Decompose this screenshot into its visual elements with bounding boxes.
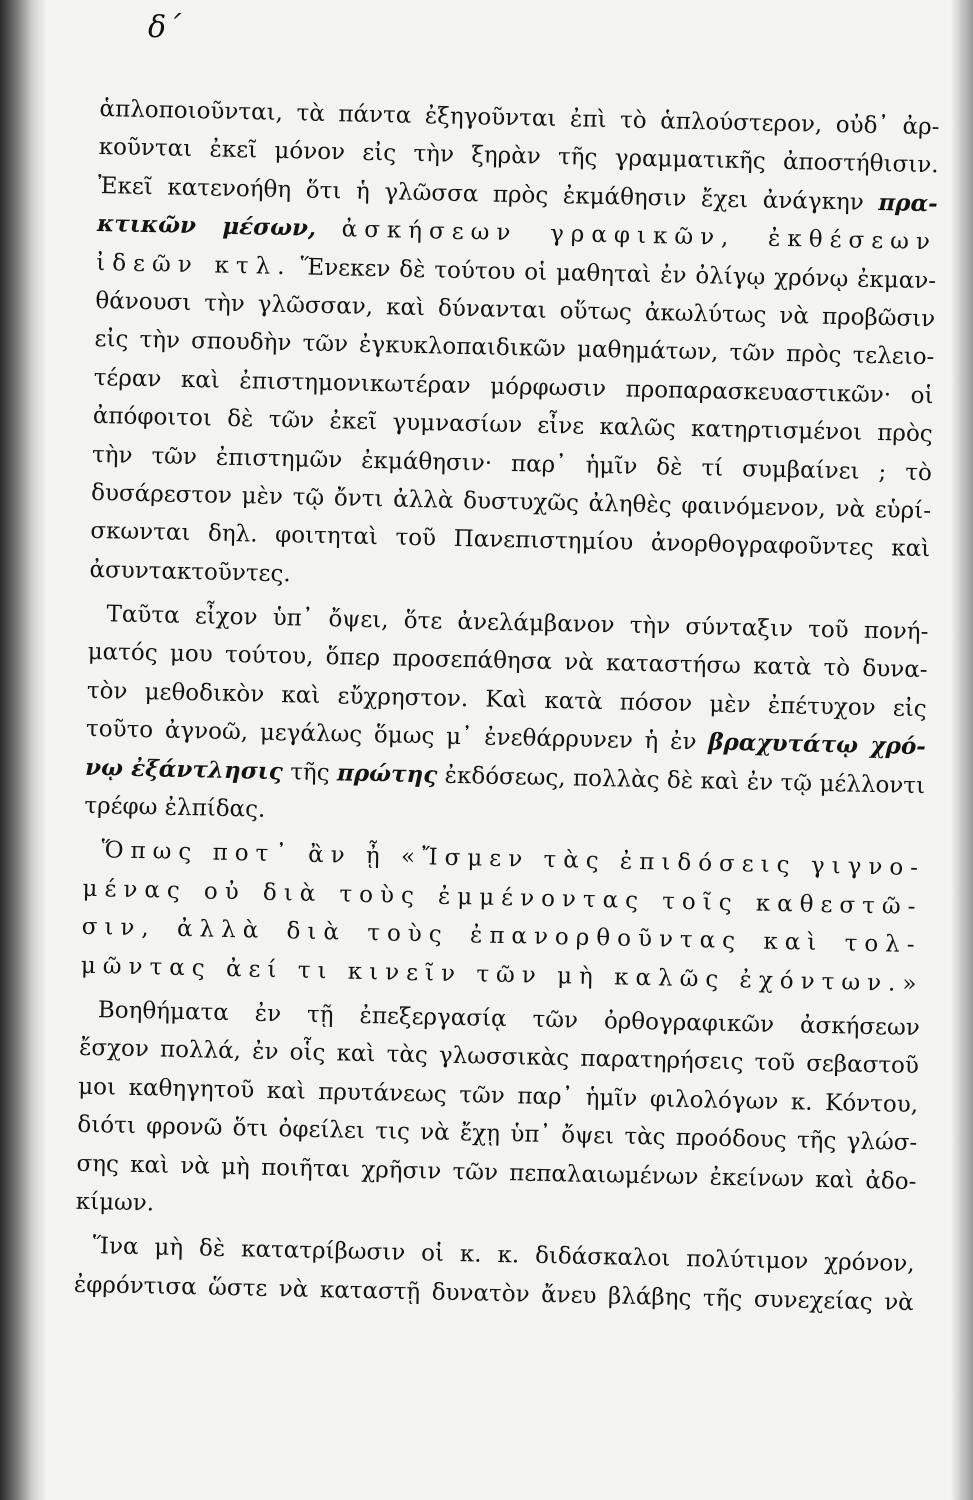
text-line: μοι καθηγητοῦ καὶ πρυτάνεως τῶν παρ᾽ ἡμῖν φιλολόγων κ. Κόντου, [77, 1073, 919, 1118]
emphasis-text: βραχυτάτῳ χρό- [707, 728, 927, 761]
quote-line: σιν, ἀλλὰ διὰ τοὺς ἐπανορθοῦντας καὶ τολ- [81, 914, 922, 959]
text-line: διότι φρονῶ ὅτι ὀφείλει τις νὰ ἔχῃ ὑπ᾽ ὄψει τὰς προόδους τῆς γλώσ- [77, 1111, 918, 1157]
text-line: τρέφω ἐλπίδας. [84, 792, 266, 823]
emphasis-text: πρα- [878, 188, 939, 218]
quote-line: μῶντας ἀεί τι κινεῖν τῶν μὴ καλῶς ἐχόντων.» [80, 952, 924, 997]
text-line: θάνουσι τὴν γλῶσσαν, καὶ δύνανται οὕτως ἀκωλύτως νὰ προβῶσιν [95, 287, 936, 333]
text-line: ἀπόφοιτοι δὲ τῶν ἐκεῖ γυμνασίων εἶνε καλῶς κατηρτισμένοι πρὸς [92, 403, 933, 448]
text-run: τῆς [289, 758, 330, 786]
text-line: ἀσυντακτοῦντες. [89, 556, 291, 587]
text-line: ἔσχον πολλά, ἐν οἷς καὶ τὰς γλωσσικὰς παρατηρήσεις τοῦ σεβαστοῦ [78, 1035, 920, 1080]
text-line: σκωνται δηλ. φοιτηταὶ τοῦ Πανεπιστημίου ἀνορθογραφοῦντες καὶ [90, 518, 931, 563]
text-line: σης καὶ νὰ μὴ ποιῆται χρῆσιν τῶν πεπαλαιωμένων ἐκείνων καὶ ἀδο- [76, 1150, 917, 1195]
spaced-text: ἰδεῶν κτλ. [95, 249, 292, 280]
text-line: ματός μου τούτου, ὅπερ προσεπάθησα νὰ καταστήσω κατὰ τὸ δυνα- [87, 639, 928, 684]
text-line: Ἵνα μὴ δὲ κατατρίβωσιν οἱ κ. κ. διδάσκαλοι πολύτιμον χρόνον, [92, 1233, 915, 1278]
emphasis-text: κτικῶν μέσων, [96, 210, 317, 242]
text-line: εἰς τὴν σπουδὴν τῶν ἐγκυκλοπαιδικῶν μαθημάτων, τῶν πρὸς τελειο- [94, 326, 935, 371]
text-line: τέραν καὶ ἐπιστημονικωτέραν μόρφωσιν προπαρασκευαστικῶν· οἱ [93, 364, 934, 409]
text-line: Ταῦτα εἶχον ὑπ᾽ ὄψει, ὅτε ἀνελάμβανον τὴν σύνταξιν τοῦ πονή- [106, 601, 929, 646]
text-run: ἐκδόσεως, πολλὰς δὲ καὶ ἐν τῷ μέλλοντι [444, 762, 926, 799]
text-line: κοῦνται ἐκεῖ μόνον εἰς τὴν ξηρὰν τῆς γραμματικῆς ἀποστήθισιν. [98, 134, 939, 179]
emphasis-text: νῳ ἐξάντλησις [84, 753, 284, 785]
page-number: δ΄ [148, 10, 182, 45]
text-line: κίμων. [75, 1188, 155, 1217]
edge-shadow [951, 0, 973, 1500]
text-line: τὸν μεθοδικὸν καὶ εὔχρηστον. Καὶ κατὰ πόσον μὲν ἐπέτυχον εἰς [86, 677, 927, 723]
text-line: δυσάρεστον μὲν τῷ ὄντι ἀλλὰ δυστυχῶς ἀληθὲς φαινόμενον, νὰ εὑρί- [90, 479, 932, 525]
text-line: Βοηθήματα ἐν τῇ ἐπεξεργασίᾳ τῶν ὀρθογραφικῶν ἀσκήσεων [97, 997, 921, 1042]
binding-shadow [0, 0, 46, 1500]
text-run: τοῦτο ἀγνοῶ, μεγάλως ὅμως μ᾽ ἐνεθάρρυνεν ἡ ἐν [85, 716, 697, 756]
text-run: Ἐκεῖ κατενοήθη ὅτι ἡ γλῶσσα πρὸς ἐκμάθησιν ἔχει ἀνάγκην [97, 172, 865, 216]
quote-line: Ὅπως ποτ᾽ ἂν ᾖ «Ἴσμεν τὰς ἐπιδόσεις γιγνο- [101, 837, 926, 882]
text-line: τὴν τῶν ἐπιστημῶν ἐκμάθησιν· παρ᾽ ἡμῖν δὲ τί συμβαίνει ; τὸ [91, 441, 933, 486]
text-line: ἐφρόντισα ὥστε νὰ καταστῇ δυνατὸν ἄνευ βλάβης τῆς συνεχείας νὰ [73, 1271, 915, 1316]
emphasis-text: πρώτης [336, 758, 438, 789]
spaced-text: ἀσκήσεων γραφικῶν, ἐκθέσεων [341, 216, 938, 256]
text-line: ἁπλοποιοῦνται, τὰ πάντα ἐξηγοῦνται ἐπὶ τὸ ἁπλούστερον, οὐδ᾽ ἀρ- [99, 95, 940, 141]
body-text [74, 90, 940, 1322]
quote-line: μένας οὐ διὰ τοὺς ἐμμένοντας τοῖς καθεστῶ- [82, 875, 923, 920]
text-run: Ἕνεκεν δὲ τούτου οἱ μαθηταὶ ἐν ὀλίγῳ χρόνῳ ἐκμαν- [300, 253, 937, 294]
